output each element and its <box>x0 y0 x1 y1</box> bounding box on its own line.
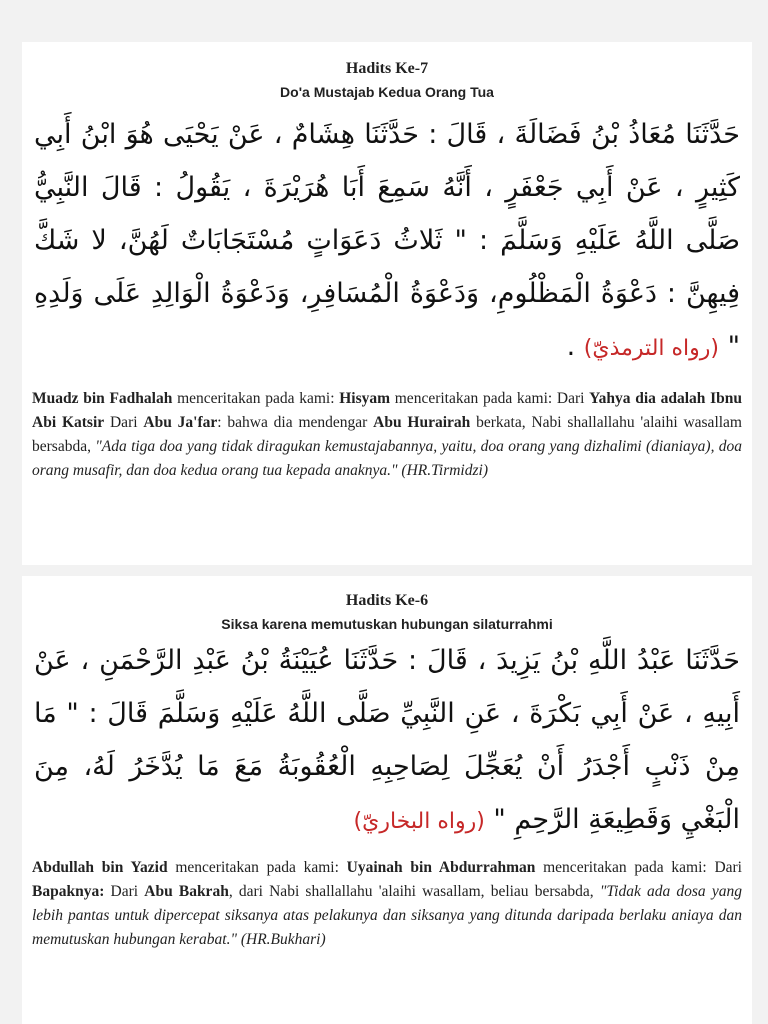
narrator-name: Bapaknya: <box>32 883 105 900</box>
hadith-7-arabic-text <box>22 108 752 375</box>
translation-text: menceritakan pada kami: <box>172 390 340 407</box>
hadith-7-riwayat-end: . <box>566 331 576 362</box>
hadith-7-subtitle: Do'a Mustajab Kedua Orang Tua <box>280 84 494 100</box>
translation-text: berkata, Nabi shallallahu 'alaihi wasallam bersabda, <box>32 414 742 455</box>
translation-text: menceritakan pada kami: Dari <box>390 390 590 407</box>
hadith-6-translation <box>22 856 752 952</box>
hadith-7-translation <box>22 387 752 483</box>
hadith-6-title: Hadits Ke-6 <box>345 592 429 609</box>
translation-text: : bahwa dia mendengar <box>217 414 374 431</box>
narrator-name: Abdullah bin Yazid <box>32 859 168 876</box>
hadith-6-riwayat: (رواه البخاريّ) <box>353 809 485 834</box>
narrator-name: Muadz bin Fadhalah <box>32 390 173 407</box>
hadith-7-title: Hadits Ke-7 <box>345 60 429 77</box>
narrator-name: Abu Hurairah <box>373 414 471 431</box>
hadith-6-card <box>22 576 752 1024</box>
translation-text: menceritakan pada kami: Dari <box>535 859 742 876</box>
hadith-7-arabic-body: حَدَّثَنَا مُعَاذُ بْنُ فَضَالَةَ ، قَالَ : حَدَّثَنَا هِشَامٌ ، عَنْ يَحْيَى هُوَ ابْنُ أَبِي كَثِيرٍ ، عَنْ أَبِي جَعْفَرٍ ، أَنَّهُ سَمِعَ أَبَا هُرَيْرَةَ ، يَقُولُ : قَالَ النَّبِيُّ صَلَّى اللَّهُ عَلَيْهِ وَسَلَّمَ : " ثَلاثُ دَعَوَاتٍ مُسْتَجَابَاتٌ لَهُنَّ، لا شَكَّ فِيهِنَّ : دَعْوَةُ الْمَظْلُومِ، وَدَعْوَةُ الْمُسَافِرِ، وَدَعْوَةُ الْوَالِدِ عَلَى وَلَدِهِ " <box>34 119 740 362</box>
narrator-name: Hisyam <box>339 390 391 407</box>
hadith-6-subtitle: Siksa karena memutuskan hubungan silaturrahmi <box>221 616 553 632</box>
translation-text: menceritakan pada kami: <box>167 859 347 876</box>
narrator-name: Abu Bakrah <box>144 883 229 900</box>
narrator-name: Yahya dia adalah Ibnu Abi Katsir <box>32 390 743 431</box>
hadith-quote: "Tidak ada dosa yang lebih pantas untuk dipercepat siksanya atas pelakunya dan siksanya yang ditunda daripada berlaku aniaya dan memutuskan hubungan kerabat." (HR.Bukhari) <box>32 883 742 948</box>
translation-text: Dari <box>104 883 145 900</box>
translation-text: , dari Nabi shallallahu 'alaihi wasallam, beliau bersabda, <box>228 883 600 900</box>
narrator-name: Abu Ja'far <box>143 414 218 431</box>
hadith-6-arabic-text <box>22 634 752 848</box>
hadith-quote: "Ada tiga doa yang tidak diragukan kemustajabannya, yaitu, doa orang yang dizhalimi (dianiaya), doa orang musafir, dan doa kedua orang tua kepada anaknya." (HR.Tirmidzi) <box>32 438 743 479</box>
hadith-6-arabic-body: حَدَّثَنَا عَبْدُ اللَّهِ بْنُ يَزِيدَ ، قَالَ : حَدَّثَنَا عُيَيْنَةُ بْنُ عَبْدِ الرَّحْمَنِ ، عَنْ أَبِيهِ ، عَنْ أَبِي بَكْرَةَ ، عَنِ النَّبِيِّ صَلَّى اللَّهُ عَلَيْهِ وَسَلَّمَ قَالَ : " مَا مِنْ ذَنْبٍ أَجْدَرُ أَنْ يُعَجِّلَ لِصَاحِبِهِ الْعُقُوبَةُ مَعَ مَا يُدَّخَرُ لَهُ، مِنَ الْبَغْيِ وَقَطِيعَةِ الرَّحِمِ " <box>34 645 740 835</box>
hadith-7-card <box>22 42 752 565</box>
narrator-name: Uyainah bin Abdurrahman <box>346 859 536 876</box>
translation-text: Dari <box>104 414 144 431</box>
hadith-7-riwayat: (رواه الترمذيّ) <box>583 336 719 361</box>
